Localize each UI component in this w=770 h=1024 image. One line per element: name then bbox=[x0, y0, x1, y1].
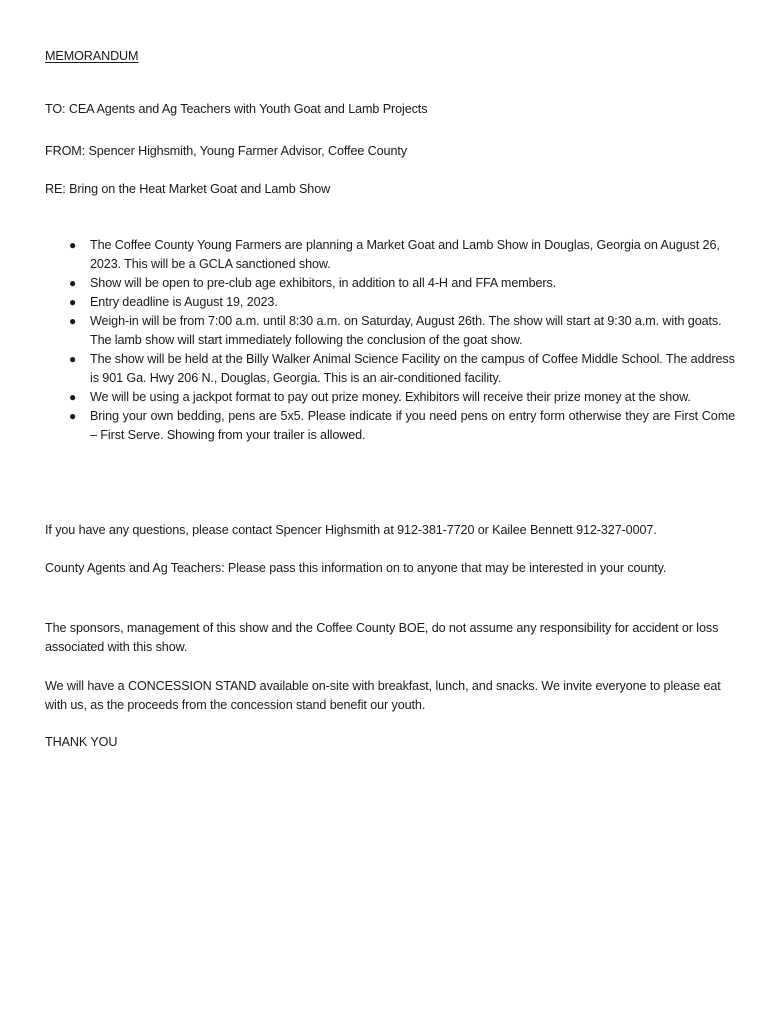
bullet-item bbox=[45, 274, 735, 293]
memo-title: MEMORANDUM bbox=[45, 49, 139, 63]
bullet-item bbox=[45, 293, 735, 312]
concession-paragraph: We will have a CONCESSION STAND available on-site with breakfast, lunch, and snacks. We invite everyone to please eat with us, as the proceeds from the concession stand benefit our youth. bbox=[45, 679, 721, 712]
bullet-dot-icon: ● bbox=[69, 295, 77, 309]
bullet-text: Weigh-in will be from 7:00 a.m. until 8:30 a.m. on Saturday, August 26th. The show will start at 9:30 a.m. with goats. The lamb show will start immediately following the conclusion of the goat show. bbox=[90, 314, 722, 347]
contact-paragraph: If you have any questions, please contact Spencer Highsmith at 912-381-7720 or Kailee Bennett 912-327-0007. bbox=[45, 523, 657, 537]
bullet-text: The show will be held at the Billy Walker Animal Science Facility on the campus of Coffee Middle School. The address is 901 Ga. Hwy 206 N., Douglas, Georgia. This is an air-conditioned facility. bbox=[90, 352, 735, 385]
bullet-item bbox=[45, 407, 735, 445]
bullet-dot-icon: ● bbox=[69, 352, 77, 366]
bullet-item bbox=[45, 388, 735, 407]
bullet-item bbox=[45, 350, 735, 388]
bullet-dot-icon: ● bbox=[69, 238, 77, 252]
bullet-text: We will be using a jackpot format to pay out prize money. Exhibitors will receive their prize money at the show. bbox=[90, 390, 691, 404]
closing-line: THANK YOU bbox=[45, 735, 118, 749]
memo-from-line: FROM: Spencer Highsmith, Young Farmer Advisor, Coffee County bbox=[45, 144, 407, 158]
bullet-item bbox=[45, 312, 735, 350]
disclaimer-paragraph: The sponsors, management of this show and the Coffee County BOE, do not assume any responsibility for accident or loss associated with this show. bbox=[45, 621, 719, 654]
pass-on-paragraph: County Agents and Ag Teachers: Please pass this information on to anyone that may be interested in your county. bbox=[45, 561, 667, 575]
bullet-dot-icon: ● bbox=[69, 409, 77, 423]
memo-to-line: TO: CEA Agents and Ag Teachers with Youth Goat and Lamb Projects bbox=[45, 102, 428, 116]
bullet-item bbox=[45, 236, 735, 274]
bullet-text: The Coffee County Young Farmers are planning a Market Goat and Lamb Show in Douglas, Georgia on August 26, 2023. This will be a GCLA sanctioned show. bbox=[90, 238, 720, 271]
bullet-dot-icon: ● bbox=[69, 314, 77, 328]
bullet-dot-icon: ● bbox=[69, 276, 77, 290]
bullet-text: Bring your own bedding, pens are 5x5. Please indicate if you need pens on entry form otherwise they are First Come – First Serve. Showing from your trailer is allowed. bbox=[90, 409, 735, 442]
memo-bullet-list bbox=[45, 236, 735, 445]
memo-re-line: RE: Bring on the Heat Market Goat and Lamb Show bbox=[45, 182, 331, 196]
bullet-text: Entry deadline is August 19, 2023. bbox=[90, 295, 278, 309]
bullet-dot-icon: ● bbox=[69, 390, 77, 404]
bullet-text: Show will be open to pre-club age exhibitors, in addition to all 4-H and FFA members. bbox=[90, 276, 557, 290]
